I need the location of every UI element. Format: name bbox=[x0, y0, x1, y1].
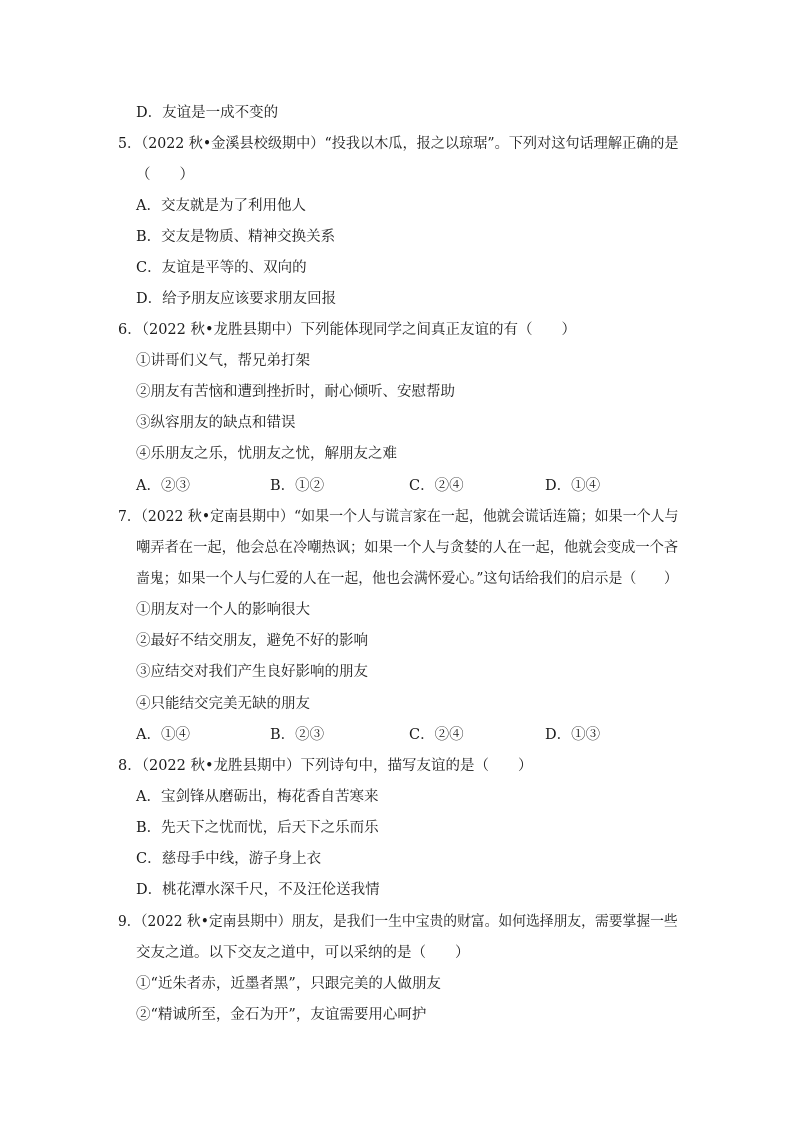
q7-item-3: ③应结交对我们产生良好影响的朋友 bbox=[136, 664, 368, 680]
q9-item-2: ②“精诚所至，金石为开”，友谊需要用心呵护 bbox=[136, 1007, 427, 1023]
q6-item-4: ④乐朋友之乐，忧朋友之忧，解朋友之难 bbox=[136, 446, 397, 462]
q7-item-4: ④只能结交完美无缺的朋友 bbox=[136, 696, 310, 712]
q6-item-3: ③纵容朋友的缺点和错误 bbox=[136, 415, 296, 431]
q6-item-1: ①讲哥们义气，帮兄弟打架 bbox=[136, 353, 310, 369]
q5-stem: 5．（2022 秋•金溪县校级期中）“投我以木瓜，报之以琼琚”。下列对这句话理解正确的是 bbox=[118, 136, 679, 152]
q5-option-b: B．交友是物质、精神交换关系 bbox=[136, 229, 336, 245]
q8-stem: 8．（2022 秋•龙胜县期中）下列诗句中，描写友谊的是（ ） bbox=[118, 758, 533, 774]
q7-option-a: A．①④ bbox=[136, 727, 190, 743]
q7-stem-line-3: 啬鬼；如果一个人与仁爱的人在一起，他也会满怀爱心。”这句话给我们的启示是（ ） bbox=[136, 571, 678, 587]
q7-stem-line-1: 7．（2022 秋•定南县期中）“如果一个人与谎言家在一起，他就会谎话连篇；如果一个人与 bbox=[118, 509, 679, 525]
q6-option-b: B．①② bbox=[270, 478, 325, 494]
q7-option-d: D．①③ bbox=[545, 727, 601, 743]
q8-option-a: A．宝剑锋从磨砺出，梅花香自苦寒来 bbox=[136, 789, 379, 805]
q7-item-2: ②最好不结交朋友，避免不好的影响 bbox=[136, 633, 368, 649]
q7-stem-line-2: 嘲弄者在一起，他会总在冷嘲热讽；如果一个人与贪婪的人在一起，他就会变成一个吝 bbox=[136, 540, 679, 556]
q6-options-row bbox=[0, 476, 794, 496]
q5-answer-blank: （ ） bbox=[136, 167, 194, 183]
q5-option-d: D．给予朋友应该要求朋友回报 bbox=[136, 291, 337, 307]
q8-option-c: C．慈母手中线，游子身上衣 bbox=[136, 851, 322, 867]
q8-option-d: D．桃花潭水深千尺，不及汪伦送我情 bbox=[136, 882, 380, 898]
q7-option-c: C．②④ bbox=[409, 727, 464, 743]
q5-option-a: A．交友就是为了利用他人 bbox=[136, 198, 306, 214]
q7-item-1: ①朋友对一个人的影响很大 bbox=[136, 602, 310, 618]
q4-option-d: D．友谊是一成不变的 bbox=[136, 105, 279, 121]
q6-option-d: D．①④ bbox=[545, 478, 601, 494]
q9-item-1: ①“近朱者赤，近墨者黑”，只跟完美的人做朋友 bbox=[136, 976, 441, 992]
q6-option-a: A．②③ bbox=[136, 478, 190, 494]
q9-stem-line-1: 9．（2022 秋•定南县期中）朋友，是我们一生中宝贵的财富。如何选择朋友，需要掌握一些 bbox=[118, 914, 678, 930]
q7-option-b: B．②③ bbox=[270, 727, 325, 743]
q6-item-2: ②朋友有苦恼和遭到挫折时，耐心倾听、安慰帮助 bbox=[136, 384, 455, 400]
q5-option-c: C．友谊是平等的、双向的 bbox=[136, 260, 307, 276]
q9-stem-line-2: 交友之道。以下交友之道中，可以采纳的是（ ） bbox=[136, 945, 470, 961]
q7-options-row bbox=[0, 725, 794, 745]
q8-option-b: B．先天下之忧而忧，后天下之乐而乐 bbox=[136, 820, 379, 836]
q6-option-c: C．②④ bbox=[409, 478, 464, 494]
q6-stem: 6．（2022 秋•龙胜县期中）下列能体现同学之间真正友谊的有（ ） bbox=[118, 322, 577, 338]
